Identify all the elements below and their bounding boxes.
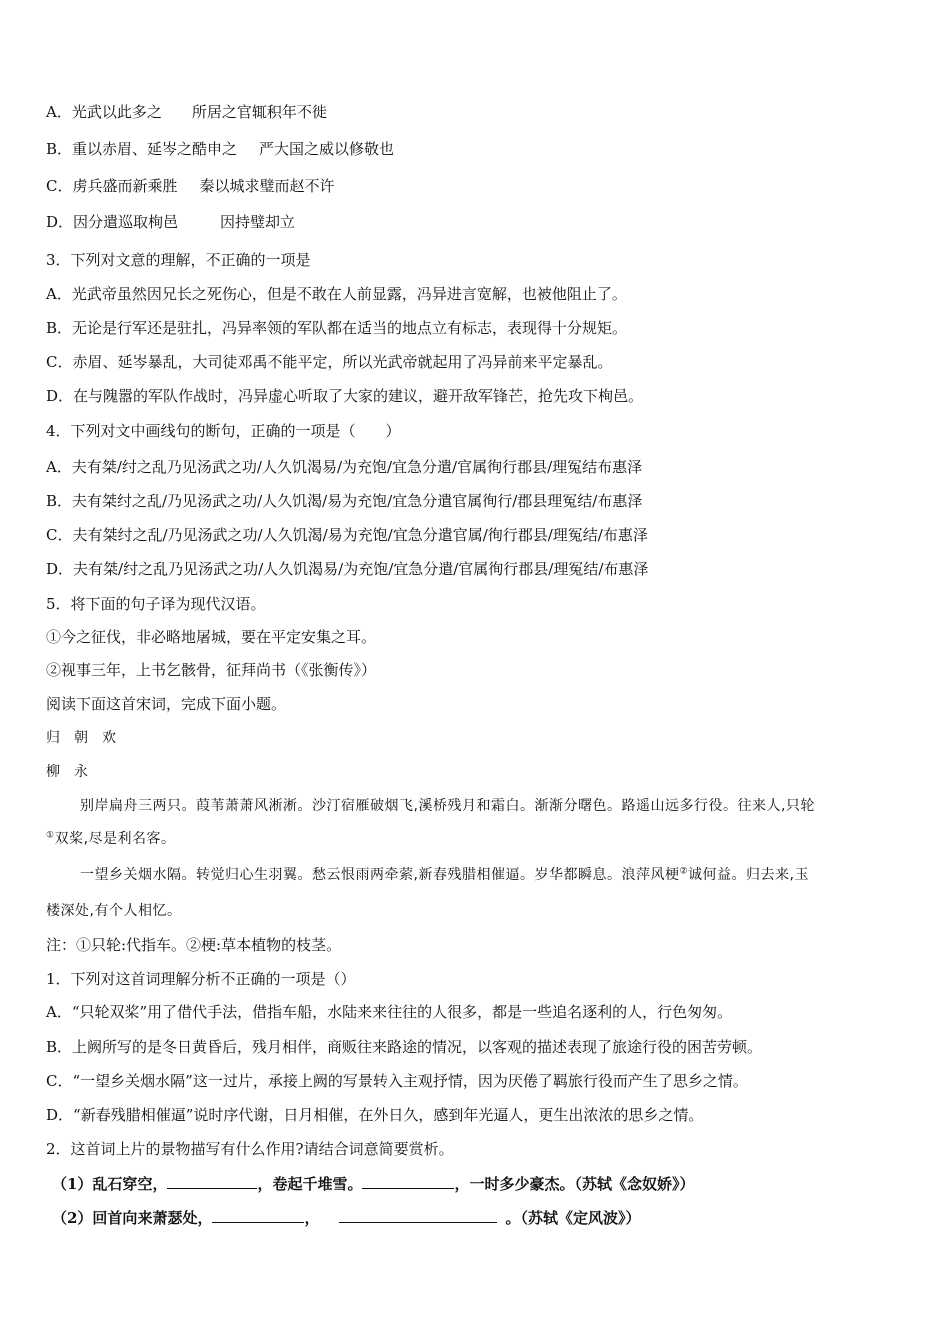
poem-stanza-1-line-1: 别岸扁舟三两只。葭苇萧萧风淅淅。沙汀宿雁破烟飞,溪桥残月和霜白。渐渐分曙色。路遥山远多行役。往来人,只轮: [80, 798, 815, 814]
q2-option-d-right: 因持璧却立: [220, 213, 296, 231]
poem-q1-option-d: D．“新春残腊相催逼”说时序代谢，日月相催，在外日久，感到年光逼人，更生出浓浓的思乡之情。: [46, 1106, 704, 1124]
q4-option-c: C．夫有桀纣之乱/乃见汤武之功/人久饥渴/易为充饱/宜急分遣官属/徇行郡县/理冤结/布惠泽: [46, 526, 648, 544]
q4-stem: 4．下列对文中画线句的断句，正确的一项是（ ）: [46, 422, 401, 440]
poem-q1-option-c: C．“一望乡关烟水隔”这一过片，承接上阙的写景转入主观抒情，因为厌倦了羁旅行役而产生了思乡之情。: [46, 1072, 748, 1090]
q5-stem: 5．将下面的句子译为现代汉语。: [46, 595, 266, 613]
q3-option-d: D．在与隗嚣的军队作战时，冯异虚心听取了大家的建议，避开敌军锋芒，抢先攻下栒邑。: [46, 387, 644, 405]
q3-stem: 3．下列对文意的理解，不正确的一项是: [46, 251, 311, 269]
fill-line-2-part-a: （2）回首向来萧瑟处，: [52, 1209, 213, 1227]
q2-option-b-left: B．重以赤眉、延岑之酷申之: [46, 140, 238, 158]
poem-q1-option-a: A．“只轮双桨”用了借代手法，借指车船，水陆来来往往的人很多，都是一些追名逐利的人，行色匆匆。: [46, 1003, 733, 1021]
poem-q2-stem: 2．这首词上片的景物描写有什么作用?请结合词意简要赏析。: [46, 1140, 454, 1158]
answer-blank-4[interactable]: [339, 1208, 497, 1223]
q2-option-d: [46, 212, 295, 232]
fill-line-1-part-b: ，卷起千堆雪。: [257, 1175, 363, 1193]
fill-line-1-part-c: ，一时多少豪杰。（苏轼《念奴娇》）: [454, 1175, 695, 1193]
footnote-marker-2: ②: [679, 866, 689, 877]
q4-option-b: B．夫有桀纣之乱/乃见汤武之功/人久饥渴/易为充饱/宜急分遣官属徇行/郡县理冤结/布惠泽: [46, 492, 643, 510]
poem-stanza-1-line-2: [46, 829, 176, 849]
answer-blank-3[interactable]: [212, 1208, 304, 1223]
q3-option-c: C．赤眉、延岑暴乱，大司徒邓禹不能平定，所以光武帝就起用了冯异前来平定暴乱。: [46, 353, 613, 371]
q2-option-a-left: A．光武以此多之: [46, 103, 162, 121]
fill-line-1-part-a: （1）乱石穿空，: [52, 1175, 168, 1193]
q3-option-a: A．光武帝虽然因兄长之死伤心，但是不敢在人前显露，冯异进言宽解，也被他阻止了。: [46, 285, 627, 303]
q4-option-a: A．夫有桀/纣之乱乃见汤武之功/人久饥渴易/为充饱/宜急分遣/官属徇行郡县/理冤结布惠泽: [46, 458, 643, 476]
poem-q1-stem: 1．下列对这首词理解分析不正确的一项是（）: [46, 970, 356, 988]
q4-option-d: D．夫有桀/纣之乱乃见汤武之功/人久饥渴易/为充饱/宜急分遣/官属徇行郡县/理冤结/布惠泽: [46, 560, 649, 578]
q5-sentence-2: ②视事三年，上书乞骸骨，征拜尚书（《张衡传》）: [46, 661, 377, 679]
poem-note: 注：①只轮:代指车。②梗:草本植物的枝茎。: [46, 936, 342, 954]
poem-title: 归朝欢: [46, 730, 130, 746]
poem-stanza-2-line-1-part-b: 诚何益。归去来,玉: [688, 867, 809, 883]
poem-intro: 阅读下面这首宋词，完成下面小题。: [46, 695, 287, 713]
q3-option-b: B．无论是行军还是驻扎，冯异率领的军队都在适当的地点立有标志，表现得十分规矩。: [46, 319, 628, 337]
answer-blank-1[interactable]: [167, 1174, 257, 1189]
answer-blank-2[interactable]: [362, 1174, 454, 1189]
q2-option-b-right: 严大国之威以修敬也: [259, 140, 395, 158]
q2-option-c: [46, 176, 335, 196]
poem-stanza-1-line-2-text: 双桨,尽是利名客。: [54, 831, 176, 847]
fill-line-2-part-b: ，: [304, 1209, 320, 1227]
footnote-marker-1: ①: [46, 830, 55, 841]
poem-stanza-2-line-2: 楼深处,有个人相忆。: [46, 903, 182, 919]
fill-line-2-part-c: 。（苏轼《定风波》）: [505, 1209, 641, 1227]
poem-stanza-2-line-1: [80, 865, 809, 885]
q2-option-b: [46, 139, 394, 159]
fill-line-2: [52, 1208, 640, 1228]
fill-line-1: [52, 1174, 694, 1194]
q2-option-a-right: 所居之官辄积年不徙: [191, 103, 327, 121]
q5-sentence-1: ①今之征伐，非必略地屠城，要在平定安集之耳。: [46, 628, 377, 646]
poem-author: 柳永: [46, 764, 102, 780]
q2-option-c-right: 秦以城求璧而赵不许: [199, 177, 335, 195]
poem-q1-option-b: B．上阙所写的是冬日黄昏后，残月相伴，商贩往来路途的情况，以客观的描述表现了旅途行役的困苦劳顿。: [46, 1038, 763, 1056]
q2-option-d-left: D．因分遣巡取栒邑: [46, 213, 179, 231]
q2-option-c-left: C．虏兵盛而新乘胜: [46, 177, 178, 195]
q2-option-a: [46, 102, 327, 122]
poem-stanza-2-line-1-part-a: 一望乡关烟水隔。转觉归心生羽翼。愁云恨雨两牵萦,新春残腊相催逼。岁华都瞬息。浪萍风梗: [80, 867, 680, 883]
